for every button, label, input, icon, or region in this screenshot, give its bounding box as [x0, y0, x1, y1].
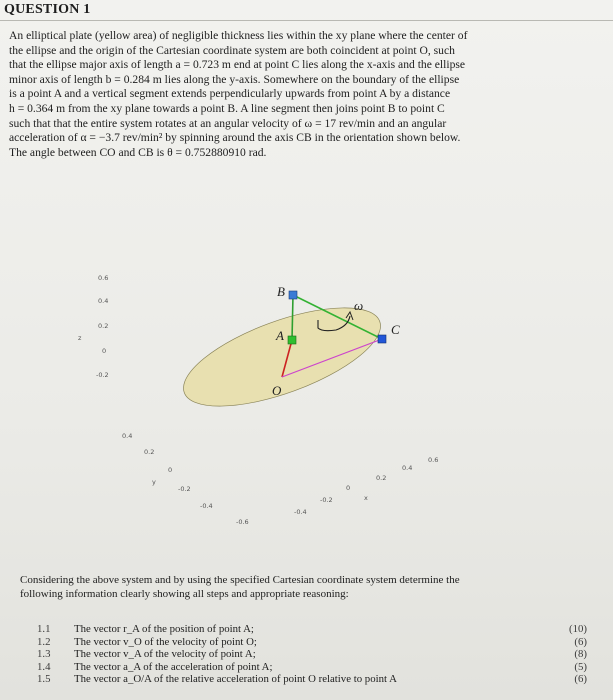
y-tick: -0.6 [236, 518, 249, 526]
question-text: The vector v_A of the velocity of point A; [74, 648, 256, 660]
y-axis-label: y [152, 478, 156, 486]
question-number: 1.2 [37, 635, 51, 648]
problem-line: such that that the entire system rotates at an angular velocity of ω = 17 rev/min and an angular [9, 116, 447, 130]
question-text: The vector a_O/A of the relative acceleration of point O relative to point A [74, 673, 397, 685]
question-number: 1.1 [37, 623, 51, 635]
point-C-label: C [391, 322, 400, 337]
question-text: The vector r_A of the position of point A; [74, 623, 254, 635]
question-text: The vector a_A of the acceleration of point A; [74, 660, 273, 673]
question-item [37, 623, 597, 636]
z-tick: 0.4 [98, 297, 109, 305]
y-tick: -0.2 [178, 485, 191, 493]
x-tick: 0.4 [402, 464, 413, 472]
question-list [37, 623, 597, 686]
heading-divider [0, 20, 613, 21]
z-tick: -0.2 [96, 371, 109, 379]
question-item [37, 673, 597, 686]
segment-AB [292, 295, 293, 340]
problem-line: An elliptical plate (yellow area) of negligible thickness lies within the xy plane where the center of [9, 29, 468, 42]
z-axis-label: z [78, 334, 82, 342]
instruction-line: Considering the above system and by using the specified Cartesian coordinate system determine the [20, 574, 460, 586]
point-A-marker [288, 336, 296, 344]
question-number: 1.4 [37, 660, 51, 673]
y-tick: -0.4 [200, 502, 213, 510]
question-marks: (6) [574, 635, 587, 648]
x-tick: 0.6 [428, 456, 439, 464]
z-tick: 0.6 [98, 274, 109, 282]
question-marks: (10) [569, 623, 587, 635]
point-O-label: O [272, 383, 282, 398]
question-text: The vector v_O of the velocity of point O; [74, 635, 257, 648]
instructions [20, 573, 580, 601]
x-tick: -0.2 [320, 496, 333, 504]
question-marks: (6) [574, 673, 587, 685]
x-tick: 0.2 [376, 474, 387, 482]
system-3d-figure [60, 240, 580, 530]
question-marks: (5) [574, 660, 587, 673]
omega-label: ω [354, 298, 364, 313]
problem-line: that the ellipse major axis of length a = 0.723 m end at point C lies along the x-axis and the ellipse [9, 58, 466, 72]
question-number: 1.5 [37, 673, 51, 685]
problem-line: The angle between CO and CB is θ = 0.752880910 rad. [9, 145, 267, 159]
point-B-label: B [277, 284, 285, 299]
question-item [37, 661, 597, 674]
problem-line: h = 0.364 m from the xy plane towards a point B. A line segment then joins point B to point C [9, 101, 445, 115]
y-tick: 0.4 [122, 432, 133, 440]
x-tick: -0.4 [294, 508, 307, 516]
problem-line: is a point A and a vertical segment extends perpendicularly upwards from point A by a distance [9, 87, 451, 101]
problem-statement [9, 29, 571, 160]
problem-line: the ellipse and the origin of the Cartesian coordinate system are both coincident at point O, such [9, 43, 455, 57]
problem-line: acceleration of α = −3.7 rev/min² by spinning around the axis CB in the orientation shown below. [9, 131, 461, 145]
instruction-line: following information clearly showing all steps and appropriate reasoning: [20, 588, 349, 600]
question-number: 1.3 [37, 648, 51, 660]
y-tick: 0 [168, 466, 173, 474]
point-A-label: A [276, 328, 284, 343]
question-heading: QUESTION 1 [4, 2, 91, 17]
question-item [37, 636, 597, 649]
x-tick: 0 [346, 484, 351, 492]
question-item [37, 648, 597, 661]
y-tick: 0.2 [144, 448, 155, 456]
x-axis-label: x [364, 494, 368, 502]
z-tick: 0 [102, 347, 107, 355]
z-tick: 0.2 [98, 322, 109, 330]
question-marks: (8) [574, 648, 587, 660]
problem-line: minor axis of length b = 0.284 m lies along the y-axis. Somewhere on the boundary of the ellipse [9, 72, 460, 86]
point-B-marker [289, 291, 297, 299]
point-C-marker [378, 335, 386, 343]
